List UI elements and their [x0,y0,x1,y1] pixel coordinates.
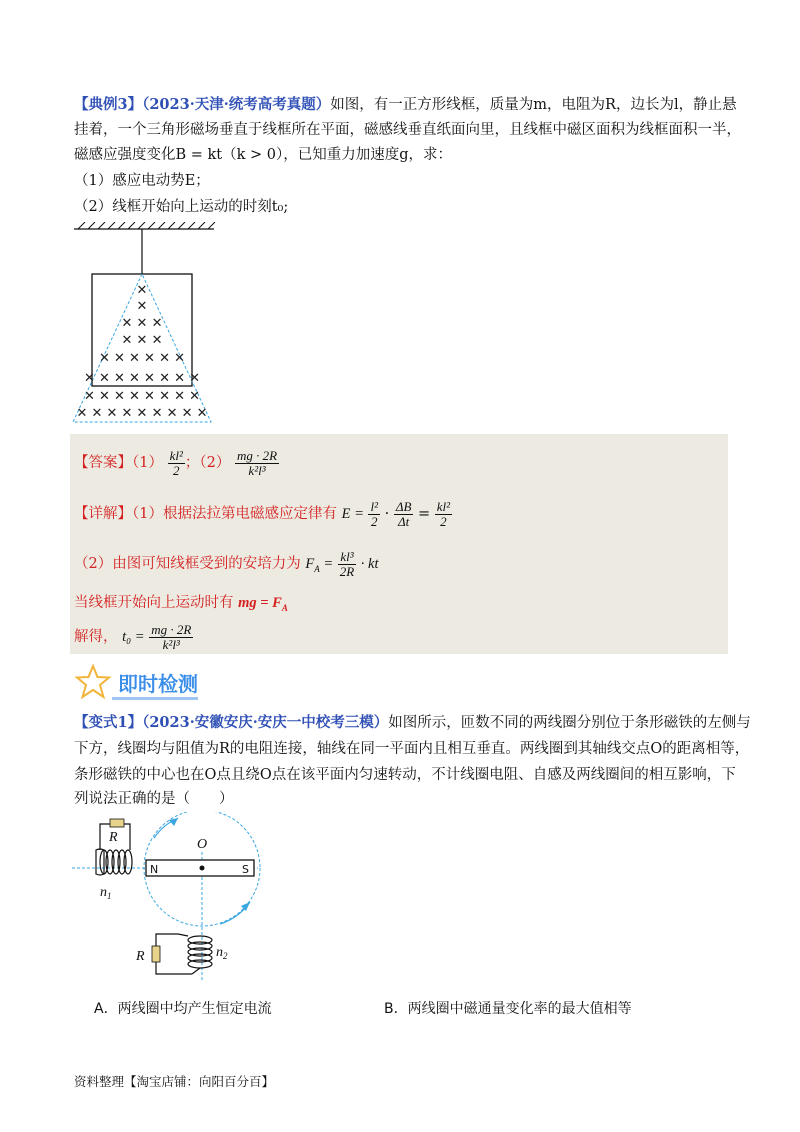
detail-eq1-frac-c: $\frac{\text{kl²}}{2}$ [436,498,451,529]
svg-text:✕ ✕ ✕: ✕ ✕ ✕ [121,316,163,331]
detail-eq3: mg = $F_A$ [238,595,288,613]
variant1-line1 [74,712,751,734]
footer: 资料整理【淘宝店铺：向阳百分百】 [74,1074,275,1089]
label-R-top: R [109,830,118,845]
variant1-source: （2023·安徽安庆·安庆一中校考三模） [142,714,389,731]
detail-text3: 当线框开始向上运动时有 [74,595,234,611]
detail-text2: （2）由图可知线框受到的安培力为 [74,556,301,572]
svg-text:✕ ✕ ✕ ✕ ✕ ✕ ✕ ✕: ✕ ✕ ✕ ✕ ✕ ✕ ✕ ✕ [83,371,201,386]
example3-line2: 挂着，一个三角形磁场垂直于线框所在平面，磁感线垂直纸面向里，且线框中磁区面积为线框面积一半， [74,122,741,138]
label-O: O [197,837,208,852]
detail-line4 [74,620,193,654]
svg-text:✕ ✕ ✕ ✕ ✕ ✕ ✕ ✕: ✕ ✕ ✕ ✕ ✕ ✕ ✕ ✕ [83,389,201,404]
detail-line3 [74,592,288,619]
example3-text1: 如图，有一正方形线框，质量为m，电阻为R，边长为l，静止悬 [330,97,737,113]
option-b[interactable]: B．两线圈中磁通量变化率的最大值相等 [384,1001,632,1017]
label-R-bottom: R [136,949,145,964]
detail-text4: 解得， [74,629,118,645]
detail-eq4-lhs: t₀ = [122,629,145,645]
coil-magnet-figure [70,812,360,982]
detail-eq2-frac: $\frac{\text{kl³}}{2R}$ [339,548,355,579]
section-title: 即时检测 [118,672,198,696]
label-S: S [242,863,249,876]
detail-eq4-frac: $\frac{mg \cdot 2R}{\text{k²l³}}$ [151,621,192,652]
variant1-line2: 下方，线圈均与阻值为R的电阻连接，轴线在同一平面内且相互垂直。两线圈到其轴线交点O的距离相等， [74,741,750,757]
detail-line2 [74,547,379,586]
example3-q1: （1）感应电动势E； [74,173,210,189]
answer-sep: ；（2） [184,455,231,471]
example3-q2: （2）线框开始向上运动的时刻t₀; [74,199,289,215]
variant1-line3: 条形磁铁的中心也在O点且绕O点在该平面内匀速转动，不计线圈电阻、自感及两线圈间的相互影响，下 [74,767,736,783]
label-n2: $n_2$ [216,945,228,961]
detail-eq2-tail: · kt [360,556,379,572]
svg-text:✕ ✕ ✕ ✕ ✕ ✕: ✕ ✕ ✕ ✕ ✕ ✕ [98,351,186,366]
example3-label: 【典例3】 [74,96,143,113]
answer-fraction-1: $\frac{\text{kl²}}{2}$ [169,447,183,478]
svg-text:✕: ✕ [136,299,148,314]
svg-text:✕: ✕ [136,283,148,298]
detail-eq1-frac-b: $\frac{\Delta B}{\Delta t}$ [395,498,412,529]
example3-line3: 磁感应强度变化B = kt（k > 0），已知重力加速度g，求： [74,147,453,163]
detail-line1: 【详解】（1）根据法拉第电磁感应定律有 E = $\frac{\text{l²}}{2}$ · $\frac{\Delta B}{\Delta t}$ = $\frac{\text{kl²}}{2}$ [74,498,451,529]
detail-eq1-lhs: E = [341,506,364,522]
detail-eq2-lhs: $F_A$ = [305,556,334,574]
example3-line1 [74,94,737,116]
option-a[interactable]: A．两线圈中均产生恒定电流 [94,1001,272,1017]
detail-eq1-frac-a: $\frac{\text{l²}}{2}$ [370,498,378,529]
variant1-label: 【变式1】 [74,714,143,731]
detail-label: 【详解】 [74,506,132,522]
label-n1: $n_1$ [100,885,112,901]
example3-source: （2023·天津·统考高考真题） [142,96,331,113]
answer-part1: （1） [132,455,163,471]
svg-text:✕ ✕ ✕: ✕ ✕ ✕ [121,333,163,348]
answer-line [74,446,279,480]
variant1-line4: 列说法正确的是（ ） [74,791,234,807]
svg-text:✕ ✕ ✕ ✕ ✕ ✕ ✕ ✕ ✕: ✕ ✕ ✕ ✕ ✕ ✕ ✕ ✕ ✕ [76,406,208,421]
detail-text1: （1）根据法拉第电磁感应定律有 [132,506,337,522]
section-underline [112,697,198,700]
square-frame-figure [70,222,220,427]
star-icon [74,664,112,700]
label-N: N [150,863,159,876]
variant1-text1: 如图所示，匝数不同的两线圈分别位于条形磁铁的左侧与 [388,715,751,731]
answer-label: 【答案】 [74,455,132,471]
answer-fraction-2: $\frac{mg \cdot 2R}{\text{k²l³}}$ [236,447,278,478]
